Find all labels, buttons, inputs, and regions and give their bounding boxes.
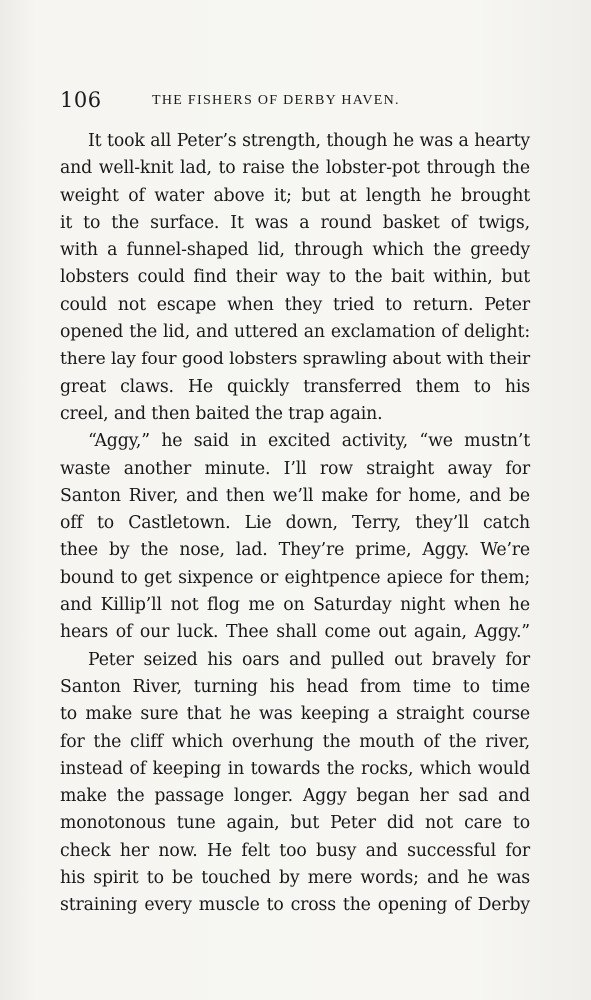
- text-line: It took all Peter’s strength, though he was a hearty: [88, 131, 530, 151]
- text-line: and well-knit lad, to raise the lobster-pot through the: [60, 158, 530, 179]
- text-line: bound to get sixpence or eightpence apiece for them;: [60, 567, 530, 588]
- text-line: could not escape when they tried to return. Peter: [60, 294, 530, 315]
- text-line: waste another minute. I’ll row straight away for: [60, 458, 530, 479]
- body-text: [60, 128, 530, 920]
- text-line: to make sure that he was keeping a straight course: [60, 704, 530, 725]
- text-line: Santon River, turning his head from time to time: [60, 676, 530, 697]
- text-line: monotonous tune again, but Peter did not care to: [60, 813, 530, 834]
- text-line: instead of keeping in towards the rocks, which would: [60, 758, 530, 779]
- text-line: great claws. He quickly transferred them to his: [60, 376, 530, 397]
- text-line: opened the lid, and uttered an exclamation of delight:: [60, 322, 530, 343]
- text-line: and Killip’ll not flog me on Saturday night when he: [60, 595, 530, 616]
- text-line: hears of our luck. Thee shall come out again, Aggy.”: [60, 622, 530, 643]
- text-line: straining every muscle to cross the opening of Derby: [60, 895, 530, 916]
- text-line: creel, and then baited the trap again.: [60, 403, 383, 424]
- text-line: make the passage longer. Aggy began her sad and: [60, 786, 530, 807]
- text-line: off to Castletown. Lie down, Terry, they’ll catch: [60, 513, 530, 534]
- text-line: for the cliff which overhung the mouth of the river,: [60, 731, 530, 752]
- page-header: [60, 88, 530, 112]
- page-number: 106: [60, 88, 102, 112]
- text-line: it to the surface. It was a round basket of twigs,: [60, 212, 530, 233]
- text-line: there lay four good lobsters sprawling about with their: [60, 349, 530, 370]
- text-line: “Aggy,” he said in excited activity, “we mustn’t: [88, 431, 530, 452]
- text-line: his spirit to be touched by mere words; and he was: [60, 868, 530, 889]
- text-line: check her now. He felt too busy and successful for: [60, 840, 530, 861]
- text-line: thee by the nose, lad. They’re prime, Aggy. We’re: [60, 540, 530, 561]
- running-title: THE FISHERS OF DERBY HAVEN.: [152, 93, 400, 108]
- text-line: Santon River, and then we’ll make for home, and be: [60, 485, 530, 506]
- text-line: lobsters could find their way to the bait within, but: [60, 267, 530, 288]
- text-line: weight of water above it; but at length he brought: [60, 185, 530, 206]
- text-line: with a funnel-shaped lid, through which the greedy: [60, 240, 530, 261]
- text-line: Peter seized his oars and pulled out bravely for: [88, 649, 530, 670]
